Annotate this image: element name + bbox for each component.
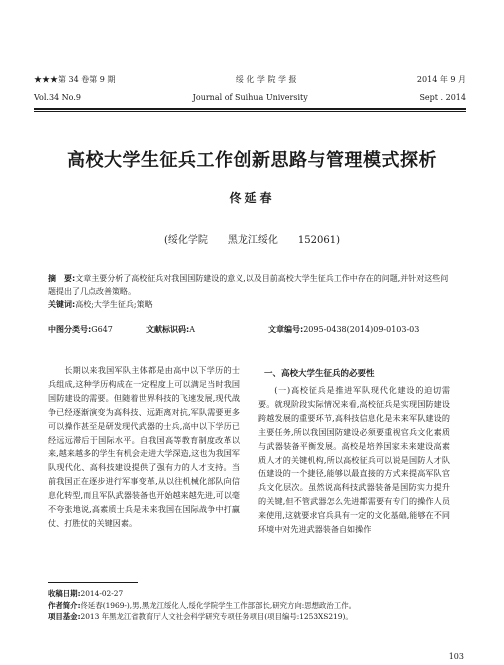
header-volume-en: Vol.34 No.9: [34, 93, 81, 102]
header-date-en: Sept . 2014: [419, 93, 466, 102]
body-paragraph: (一)高校征兵是推进军队现代化建设的迫切需要。就现阶段实际情况来看,高校征兵是实现国防建设跨越发展的重要环节,高科技信息化是未来军队建设的主要任务,所以我国国防建设必须要重视官兵文化素质与武器装备平衡发展。高校是培养国家未来建设高素质人才的关键机构,所以高校征兵可以说是国防人才队伍建设的一个捷径,能够以最直接的方式来提高军队官兵文化层次。虽然说高科技武器装备是国防实力提升的关键,但不管武器怎么先进都需要有专门的操作人员来使用,这就要求官兵具有一定的文化基础,能够在不同环境中对先进武器装备自如操作: [258, 385, 450, 535]
body-right-column: [258, 384, 450, 537]
running-header-en: [34, 92, 466, 103]
author-affiliation: (绥化学院 黑龙江绥化 152061): [164, 235, 340, 246]
page-number: 103: [448, 652, 464, 661]
body-left-column: [48, 364, 240, 531]
keywords: [48, 298, 456, 311]
header-rule-thick: [34, 108, 466, 110]
header-volume-cn: ★★★第 34 卷第 9 期: [34, 75, 116, 84]
running-header-cn: [34, 74, 466, 85]
funding-info: 项目基金:2013 年黑龙江省教育厅人文社会科学研究专项任务项目(项目编号:1253XS219)。: [48, 612, 353, 621]
section-heading: 一、高校大学生征兵的必要性: [264, 369, 375, 379]
abstract: [48, 272, 456, 298]
footnote-rule: [48, 582, 138, 583]
header-date-cn: 2014 年 9 月: [416, 75, 466, 84]
paper-title: 高校大学生征兵工作创新思路与管理模式探析: [67, 150, 437, 171]
article-number: 文章编号:2095-0438(2014)09-0103-03: [268, 325, 420, 334]
body-paragraph: 长期以来我国军队主体都是由高中以下学历的士兵组成,这种学历构成在一定程度上可以满足当时我国国防建设的需要。但随着世界科技的飞速发展,现代战争已经逐渐演变为高科技、远距离对抗,军队需要更多可以操作甚至是研发现代武器的士兵,高中以下学历已经远远滞后于国际水平。自我国高等教育制度改革以来,越来越多的学生有机会走进大学深造,这也为我国军队现代化、高科技建设提供了强有力的人才支持。当前我国正在逐步进行军事变革,从以往机械化部队向信息化转型,而且军队武器装备也开始越来越先进,可以毫不夸张地说,高素质士兵是未来我国在国际战争中打赢仗、打胜仗的关键因素。: [48, 365, 240, 528]
document-code: 文献标识码:A: [146, 325, 195, 334]
header-journal-en: Journal of Suihua University: [192, 93, 308, 102]
author-name: 佟延春: [229, 191, 275, 205]
clc-number: 中图分类号:G647: [48, 325, 113, 334]
author-bio: 作者简介:佟延春(1969-),男,黑龙江绥化人,绥化学院学生工作部部长,研究方向:思想政治工作。: [48, 600, 356, 610]
keywords-label: 关键词:: [48, 300, 76, 309]
footnote-block: [48, 588, 464, 623]
abstract-text: 文章主要分析了高校征兵对我国国防建设的意义,以及目前高校大学生征兵工作中存在的问题,并针对这些问题提出了几点改善策略。: [48, 274, 449, 296]
abstract-label: 摘 要:: [48, 274, 76, 283]
received-date: 收稿日期:2014-02-27: [48, 589, 124, 598]
abstract-block: [48, 272, 456, 311]
header-rule-thin: [34, 111, 466, 112]
keywords-text: 高校;大学生征兵;策略: [75, 300, 153, 309]
header-journal-cn: 绥 化 学 院 学 报: [235, 75, 297, 84]
